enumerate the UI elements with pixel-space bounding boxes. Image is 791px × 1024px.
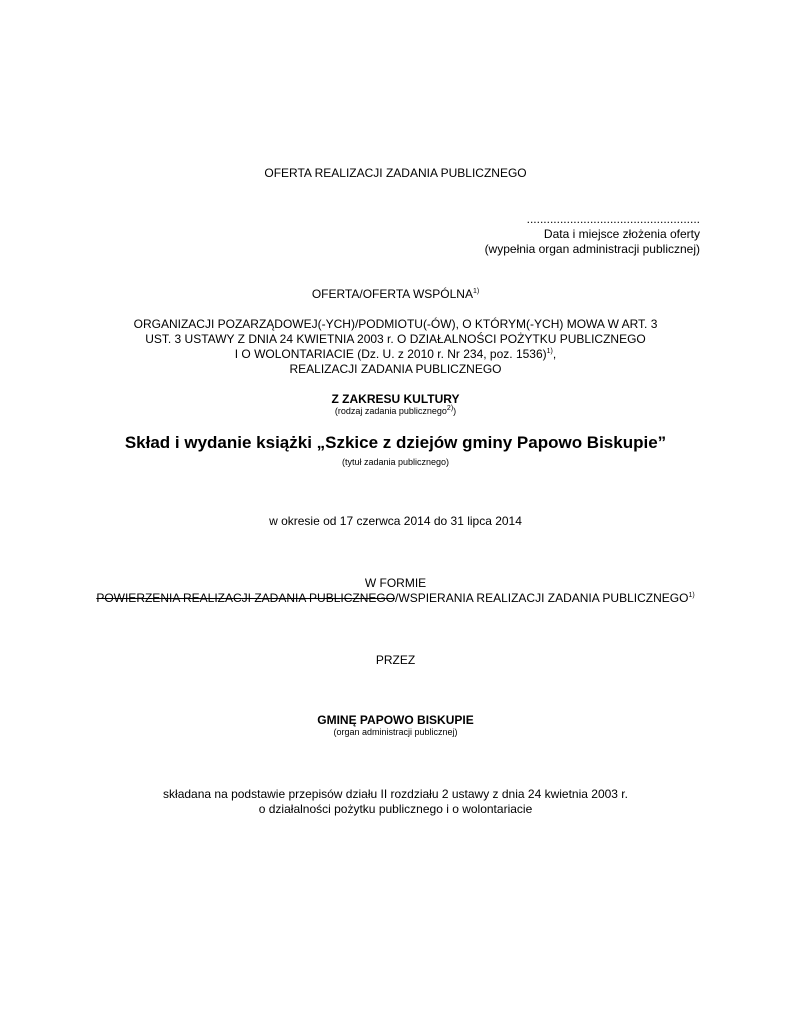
offer-type: [0, 287, 791, 302]
scope-caption-footnote: 2): [446, 405, 454, 412]
scope-caption-text: (rodzaj zadania publicznego: [334, 406, 447, 416]
task-title-caption: (tytuł zadania publicznego): [341, 457, 450, 467]
organization-line-3-footnote: 1): [546, 348, 553, 355]
public-authority: GMINĘ PAPOWO BISKUPIE: [317, 713, 474, 727]
legal-basis-line-1: składana na podstawie przepisów działu II rozdziału 2 ustawy z dnia 24 kwietnia 2003 r.: [163, 787, 628, 801]
organization-line-3-suffix: ,: [552, 347, 557, 361]
filled-by-note: (wypełnia organ administracji publicznej): [484, 242, 700, 256]
task-scope: Z ZAKRESU KULTURY: [331, 392, 460, 406]
form-footnote: 1): [688, 592, 695, 599]
organization-line-2: UST. 3 USTAWY Z DNIA 24 KWIETNIA 2003 r. O DZIAŁALNOŚCI POŻYTKU PUBLICZNEGO: [145, 332, 646, 346]
legal-basis-line-2: o działalności pożytku publicznego i o wolontariacie: [258, 802, 533, 816]
scope-caption-end: ): [453, 406, 457, 416]
form-option-struck: POWIERZENIA REALIZACJI ZADANIA PUBLICZNEGO: [96, 591, 396, 605]
organization-line-4: REALIZACJI ZADANIA PUBLICZNEGO: [289, 362, 502, 376]
offer-type-footnote: 1): [472, 288, 480, 295]
submission-block: [440, 212, 700, 257]
legal-basis: [0, 787, 791, 817]
by-label: PRZEZ: [375, 653, 416, 667]
form-options: [0, 591, 791, 606]
date-dots: ....................................................: [526, 212, 700, 226]
organization-line-1: ORGANIZACJI POZARZĄDOWEJ(-YCH)/PODMIOTU(-ÓW), O KTÓRYM(-YCH) MOWA W ART. 3: [133, 317, 658, 331]
organization-line-3-text: I O WOLONTARIACIE (Dz. U. z 2010 r. Nr 234, poz. 1536): [234, 347, 547, 361]
task-scope-caption: [0, 406, 791, 417]
date-place-label: Data i miejsce złożenia oferty: [543, 227, 700, 241]
offer-type-label: OFERTA/OFERTA WSPÓLNA: [311, 287, 473, 301]
organization-block: [0, 317, 791, 377]
organization-line-3: [0, 347, 791, 362]
document-title: OFERTA REALIZACJI ZADANIA PUBLICZNEGO: [264, 166, 527, 180]
task-title: Skład i wydanie książki „Szkice z dziejów gminy Papowo Biskupie”: [124, 433, 667, 452]
form-option-selected: /WSPIERANIA REALIZACJI ZADANIA PUBLICZNEGO: [395, 591, 689, 605]
form-heading: W FORMIE: [364, 576, 427, 590]
public-authority-caption: (organ administracji publicznej): [333, 727, 458, 737]
task-period: w okresie od 17 czerwca 2014 do 31 lipca 2014: [269, 514, 522, 528]
